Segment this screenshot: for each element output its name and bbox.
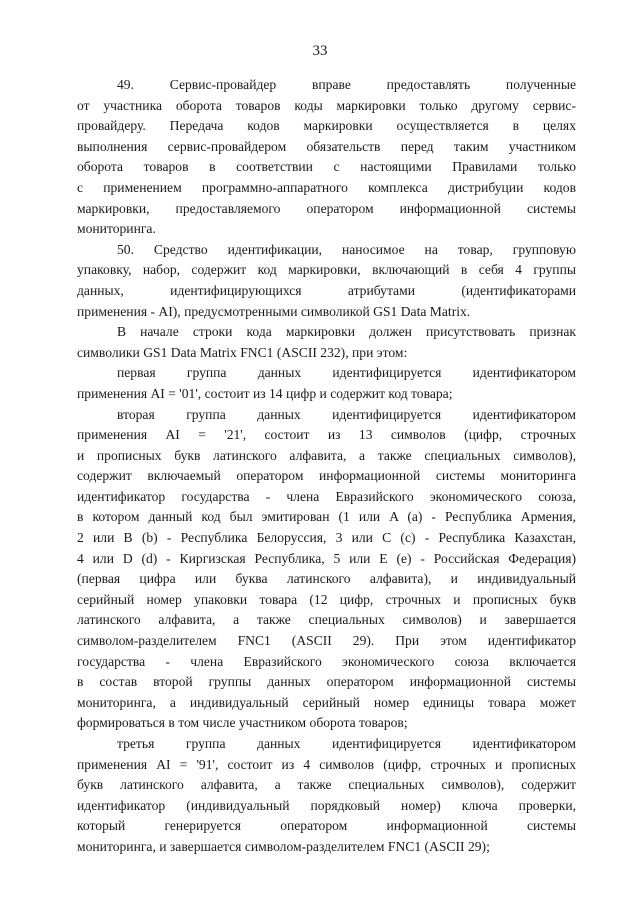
paragraph — [77, 734, 576, 858]
text-line: применения - AI), предусмотренными символикой GS1 Data Matrix. — [77, 303, 471, 319]
paragraph — [77, 322, 576, 363]
text-line: содержит включаемый оператором информационной системы мониторинга — [77, 468, 576, 484]
text-line: 50. Средство идентификации, наносимое на товар, групповую — [117, 241, 576, 257]
text-line: 4 или D (d) - Киргизская Республика, 5 или E (e) - Российская Федерация) — [77, 550, 576, 566]
text-line: применения AI = '91', состоит из 4 символов (цифр, строчных и прописных — [77, 756, 576, 772]
paragraph — [77, 240, 576, 322]
document-body — [77, 75, 576, 858]
text-line: первая группа данных идентифицируется идентификатором — [117, 365, 576, 381]
text-line: формироваться в том числе участником оборота товаров; — [77, 715, 408, 731]
paragraph — [77, 405, 576, 735]
text-line: упаковку, набор, содержит код маркировки, включающий в себя 4 группы — [77, 262, 576, 278]
text-line: третья группа данных идентифицируется идентификатором — [117, 736, 576, 751]
text-line: в состав второй группы данных оператором информационной системы — [77, 674, 576, 690]
paragraph — [77, 75, 576, 240]
paragraph — [77, 363, 576, 404]
text-line: идентификатор государства - члена Евразийского экономического союза, — [77, 488, 576, 504]
text-line: выполнения сервис-провайдером обязательств перед таким участником — [77, 138, 576, 154]
text-line: данных, идентифицирующихся атрибутами (идентификаторами — [77, 282, 576, 298]
text-line: 2 или B (b) - Республика Белоруссия, 3 или C (c) - Республика Казахстан, — [77, 530, 576, 546]
text-line: применения AI = '01', состоит из 14 цифр и содержит код товара; — [77, 385, 453, 401]
text-line: с применением программно-аппаратного комплекса дистрибуции кодов — [77, 179, 576, 195]
text-line: букв латинского алфавита, а также специальных символов), содержит — [77, 777, 576, 793]
text-line: 49. Сервис-провайдер вправе предоставлять полученные — [117, 77, 576, 92]
text-line: маркировки, предоставляемого оператором информационной системы — [77, 200, 576, 216]
text-line: в котором данный код был эмитирован (1 или A (a) - Республика Армения, — [77, 509, 576, 525]
text-line: от участника оборота товаров коды маркировки только другому сервис- — [77, 97, 576, 113]
text-line: символом-разделителем FNC1 (ASCII 29). При этом идентификатор — [77, 633, 576, 649]
text-line: который генерируется оператором информационной системы — [77, 818, 576, 834]
text-line: мониторинга. — [77, 221, 156, 237]
text-line: (первая цифра или буква латинского алфавита), и индивидуальный — [77, 571, 576, 587]
text-line: государства - члена Евразийского экономического союза включается — [77, 653, 576, 669]
text-line: провайдеру. Передача кодов маркировки осуществляется в целях — [77, 118, 576, 134]
text-line: оборота товаров в соответствии с настоящими Правилами только — [77, 159, 576, 175]
text-line: латинского алфавита, а также специальных символов) и завершается — [77, 612, 576, 628]
text-line: мониторинга, и завершается символом-разделителем FNC1 (ASCII 29); — [77, 838, 490, 854]
text-line: идентификатор (индивидуальный порядковый номер) ключа проверки, — [77, 797, 576, 813]
text-line: В начале строки кода маркировки должен присутствовать признак — [117, 324, 576, 340]
text-line: применения AI = '21', состоит из 13 символов (цифр, строчных — [77, 427, 576, 443]
text-line: серийный номер упаковки товара (12 цифр, строчных и прописных букв — [77, 591, 576, 607]
text-line: символики GS1 Data Matrix FNC1 (ASCII 232), при этом: — [77, 344, 408, 360]
text-line: и прописных букв латинского алфавита, а также специальных символов), — [77, 447, 576, 463]
text-line: мониторинга, а индивидуальный серийный номер единицы товара может — [77, 694, 576, 710]
text-line: вторая группа данных идентифицируется идентификатором — [117, 406, 576, 422]
page-number: 33 — [312, 43, 328, 59]
